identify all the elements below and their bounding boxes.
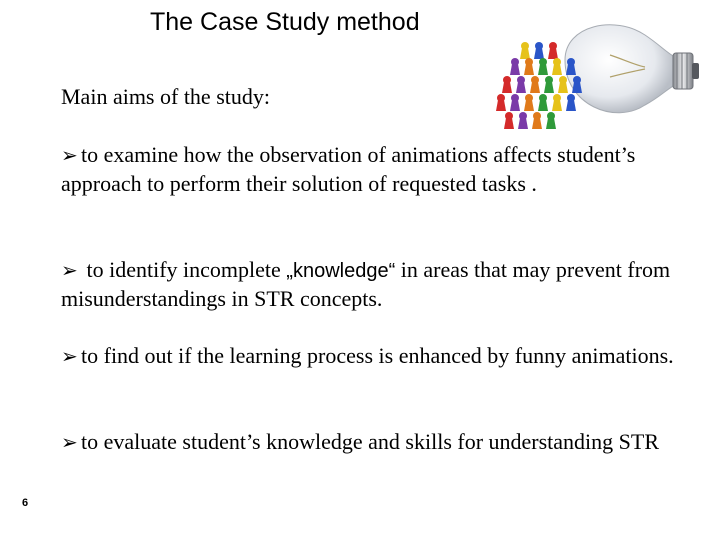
game-piece <box>538 58 548 75</box>
game-piece <box>534 42 544 59</box>
game-piece <box>502 76 512 93</box>
game-piece <box>548 42 558 59</box>
game-piece <box>516 76 526 93</box>
game-piece <box>504 112 514 129</box>
game-piece <box>518 112 528 129</box>
bullet-item-3: ➢ to find out if the learning process is enhanced by funny animations. <box>61 342 701 371</box>
game-piece <box>552 94 562 111</box>
light-bulb <box>565 25 699 113</box>
bullet-item-4: ➢ to evaluate student’s knowledge and skills for understanding STR <box>61 428 701 457</box>
game-piece <box>524 58 534 75</box>
game-piece <box>520 42 530 59</box>
game-piece <box>510 58 520 75</box>
game-piece <box>496 94 506 111</box>
page-number: 6 <box>22 497 29 509</box>
arrow-bullet-icon: ➢ <box>61 260 78 282</box>
game-piece <box>558 76 568 93</box>
game-piece <box>566 94 576 111</box>
section-heading: Main aims of the study: <box>61 84 270 109</box>
game-piece <box>552 58 562 75</box>
arrow-bullet-icon: ➢ <box>61 432 78 454</box>
game-piece <box>524 94 534 111</box>
game-piece <box>538 94 548 111</box>
bullet-item-1: ➢ to examine how the observation of animations affects student’s approach to perform their solution of requested tasks . <box>61 142 636 196</box>
slide-title: The Case Study method <box>150 8 420 36</box>
arrow-bullet-icon: ➢ <box>61 145 78 167</box>
game-piece <box>544 76 554 93</box>
game-piece <box>546 112 556 129</box>
game-piece <box>530 76 540 93</box>
lightbulb-with-game-pieces-icon <box>495 5 705 140</box>
arrow-bullet-icon: ➢ <box>61 346 78 368</box>
bullet-item-2: ➢ to identify incomplete „knowledge“ in areas that may prevent from misunderstandings in STR concepts. <box>61 257 671 311</box>
game-piece <box>532 112 542 129</box>
game-piece <box>510 94 520 111</box>
